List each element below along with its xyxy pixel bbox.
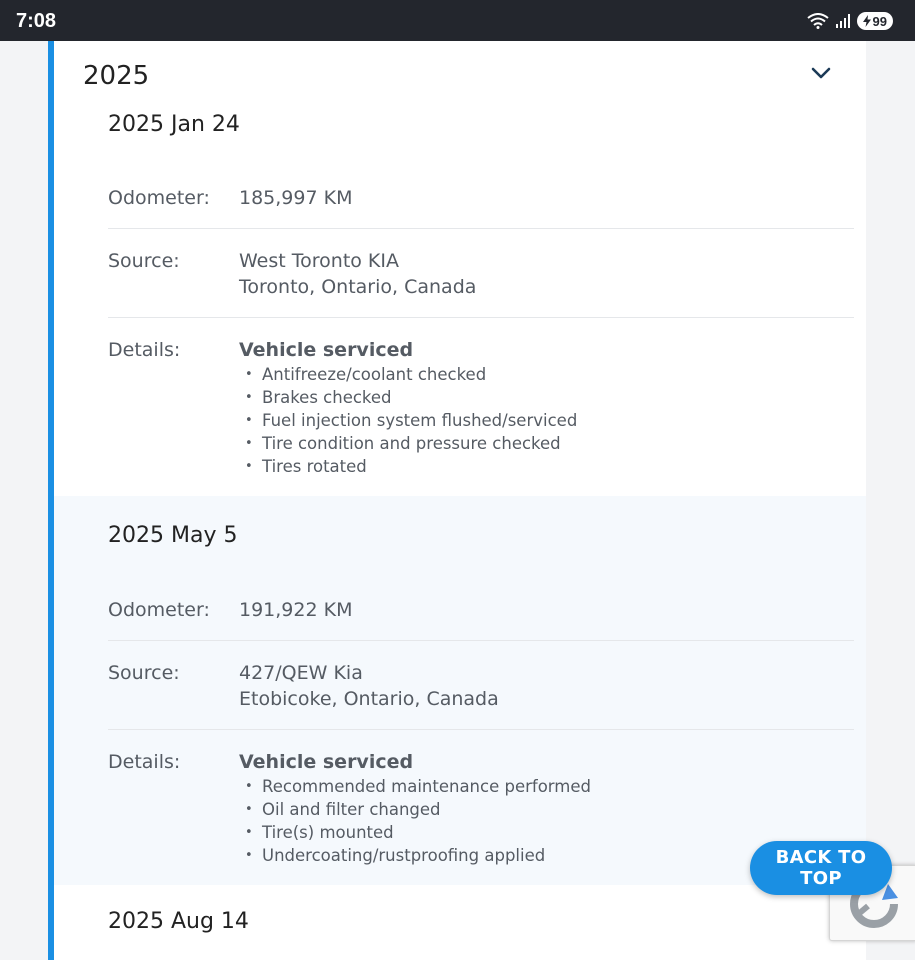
details-value [239, 337, 577, 478]
odometer-label: Odometer: [108, 599, 210, 621]
record-date: 2025 Aug 14 [108, 909, 249, 934]
list-item: • Tire condition and pressure checked [239, 432, 577, 455]
charging-icon [863, 15, 871, 27]
battery-level: 99 [872, 13, 887, 29]
service-record [54, 885, 866, 960]
battery-indicator [857, 12, 893, 30]
record-date: 2025 Jan 24 [108, 112, 240, 137]
list-item: • Fuel injection system flushed/serviced [239, 409, 577, 432]
details-heading: Vehicle serviced [239, 751, 414, 773]
source-location: Toronto, Ontario, Canada [239, 276, 477, 298]
year-heading: 2025 [83, 61, 150, 91]
source-value [239, 248, 476, 300]
list-item: • Tires rotated [239, 455, 577, 478]
chevron-down-icon[interactable] [810, 65, 832, 81]
divider [108, 640, 854, 641]
source-value [239, 660, 499, 712]
status-bar [0, 0, 915, 41]
divider [108, 729, 854, 730]
source-label: Source: [108, 662, 180, 684]
source-name: 427/QEW Kia [239, 662, 363, 684]
list-item: • Recommended maintenance performed [239, 775, 591, 798]
list-item: • Oil and filter changed [239, 798, 591, 821]
odometer-value: 185,997 KM [239, 187, 353, 209]
service-record [54, 496, 866, 885]
list-item: • Antifreeze/coolant checked [239, 363, 577, 386]
status-time: 7:08 [16, 10, 57, 32]
list-item: • Tire(s) mounted [239, 821, 591, 844]
source-name: West Toronto KIA [239, 250, 399, 272]
list-item: • Brakes checked [239, 386, 577, 409]
wifi-icon [807, 13, 829, 29]
back-to-top-button[interactable]: BACK TO TOP [750, 841, 892, 895]
odometer-value: 191,922 KM [239, 599, 353, 621]
history-card [48, 41, 866, 960]
page-content [0, 41, 915, 960]
divider [108, 228, 854, 229]
service-record [54, 101, 866, 496]
signal-icon [835, 13, 851, 29]
source-location: Etobicoke, Ontario, Canada [239, 688, 499, 710]
odometer-label: Odometer: [108, 187, 210, 209]
source-label: Source: [108, 250, 180, 272]
details-list [239, 363, 577, 478]
details-heading: Vehicle serviced [239, 339, 414, 361]
details-label: Details: [108, 339, 181, 361]
list-item: • Undercoating/rustproofing applied [239, 844, 591, 867]
details-list [239, 775, 591, 867]
details-value [239, 749, 591, 867]
divider [108, 317, 854, 318]
details-label: Details: [108, 751, 181, 773]
record-date: 2025 May 5 [108, 523, 238, 548]
